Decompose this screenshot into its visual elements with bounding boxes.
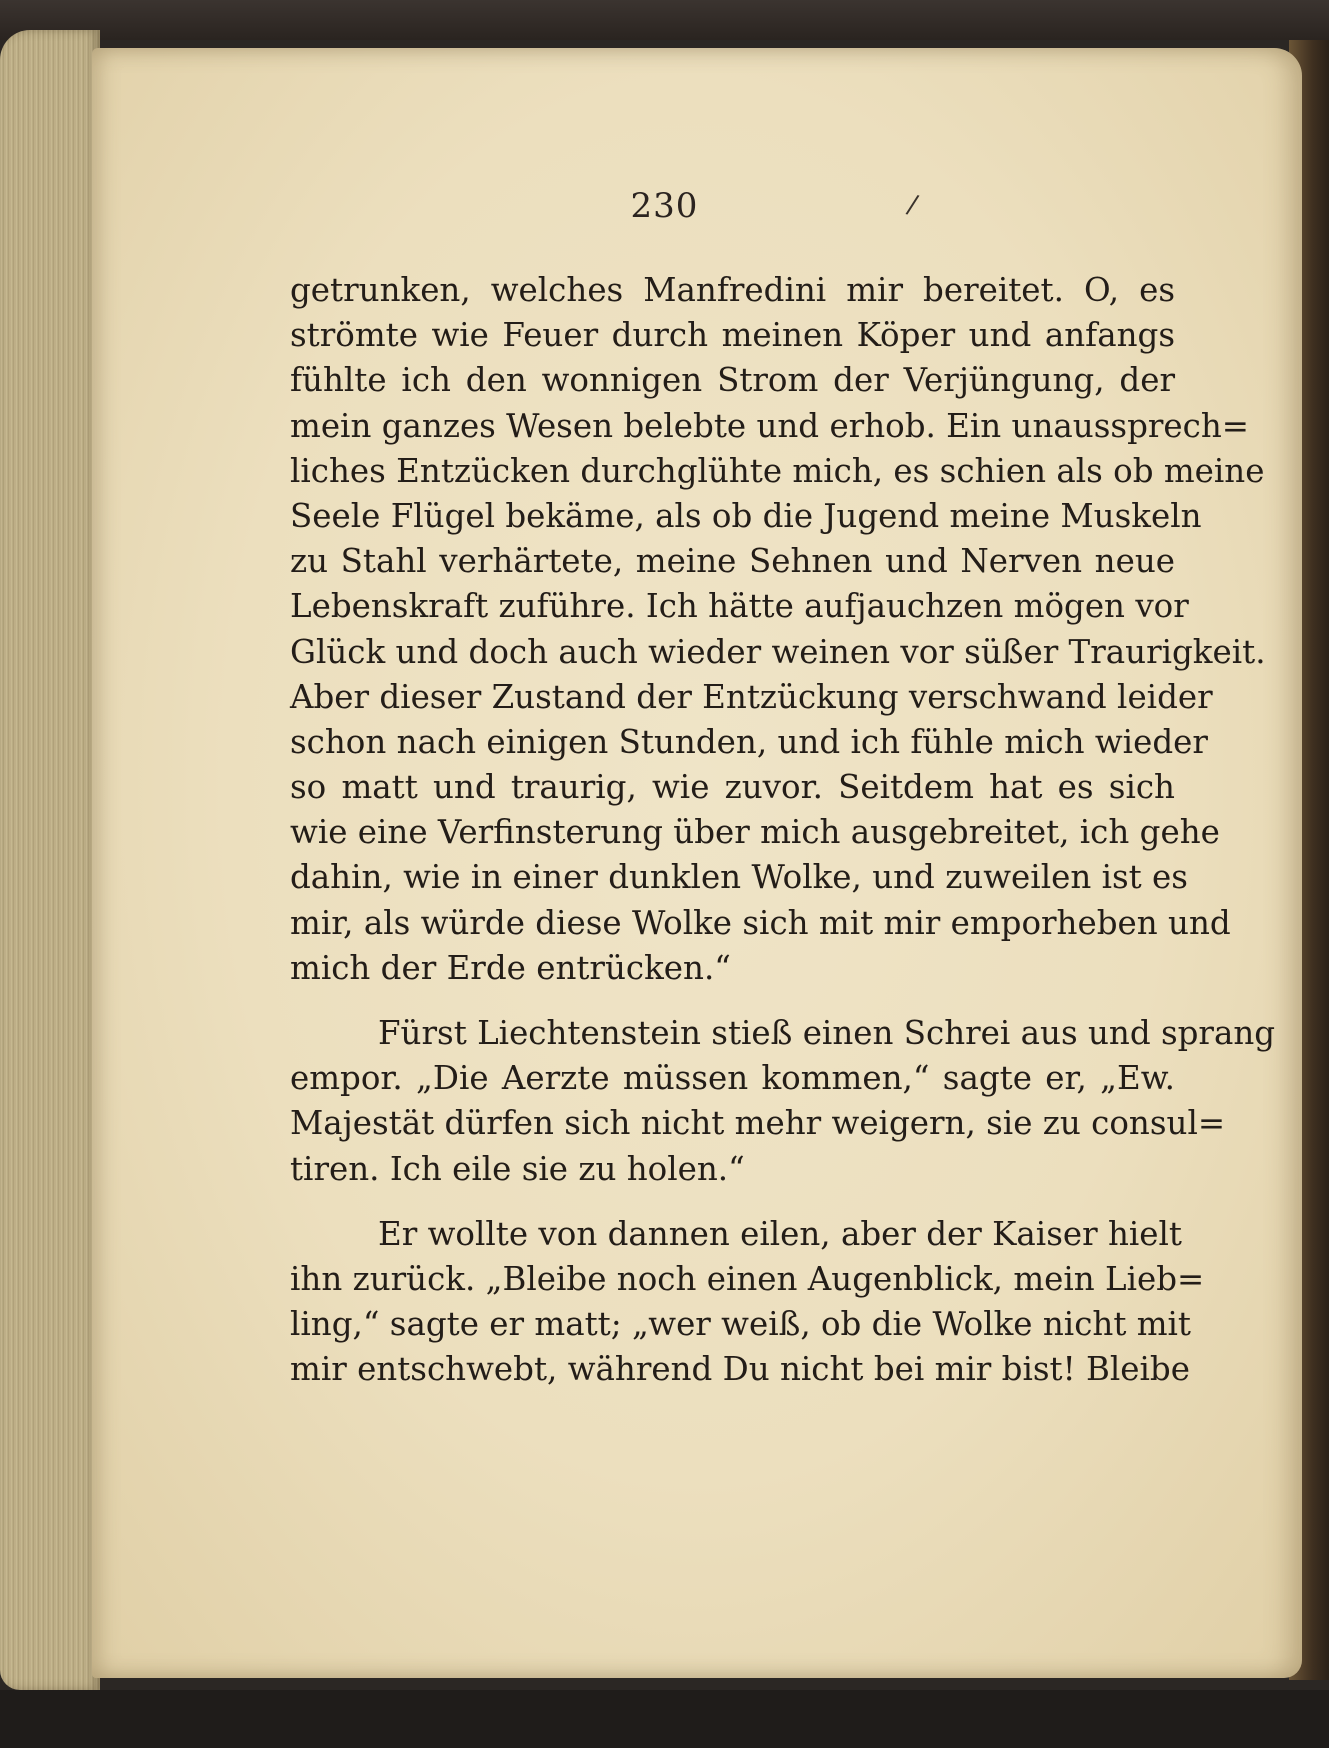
text-line: mich der Erde entrücken.“: [290, 948, 731, 987]
page-block-edges: [0, 30, 100, 1690]
text-line: empor. „Die Aerzte müssen kommen,“ sagte er, „Ew.: [290, 1059, 1175, 1098]
text-line: ihn zurück. „Bleibe noch einen Augenblick, mein Lieb=: [290, 1259, 1205, 1298]
text-line: mein ganzes Wesen belebte und erhob. Ein unaussprech=: [290, 406, 1250, 445]
paragraph-gap: [290, 1192, 1175, 1212]
text-line: zu Stahl verhärtete, meine Sehnen und Nerven neue: [290, 542, 1175, 581]
text-line: liches Entzücken durchglühte mich, es schien als ob meine: [290, 451, 1265, 490]
text-line: Seele Flügel bekäme, als ob die Jugend meine Muskeln: [290, 496, 1202, 535]
book-bottom-edge: [0, 1690, 1329, 1748]
text-line: fühlte ich den wonnigen Strom der Verjüngung, der: [290, 361, 1175, 400]
text-line: schon nach einigen Stunden, und ich fühle mich wieder: [290, 722, 1208, 761]
text-line: Lebenskraft zuführe. Ich hätte aufjauchzen mögen vor: [290, 587, 1189, 626]
text-line: tiren. Ich eile sie zu holen.“: [290, 1149, 745, 1188]
text-line: mir, als würde diese Wolke sich mit mir emporheben und: [290, 903, 1231, 942]
book-top-edge: [0, 0, 1329, 40]
text-line: ling,“ sagte er matt; „wer weiß, ob die Wolke nicht mit: [290, 1305, 1191, 1344]
page-number: 230: [630, 186, 699, 226]
text-line: Glück und doch auch wieder weinen vor süßer Traurigkeit.: [290, 632, 1266, 671]
text-line: Fürst Liechtenstein stieß einen Schrei aus und sprang: [378, 1014, 1276, 1052]
text-line: wie eine Verfinsterung über mich ausgebreitet, ich gehe: [290, 813, 1220, 852]
text-line: Aber dieser Zustand der Entzückung verschwand leider: [290, 677, 1213, 716]
paragraph-gap: [290, 991, 1175, 1011]
text-line: Er wollte von dannen eilen, aber der Kaiser hielt: [378, 1214, 1182, 1253]
text-line: dahin, wie in einer dunklen Wolke, und zuweilen ist es: [290, 858, 1188, 897]
body-text: [290, 268, 1276, 1393]
text-line: Majestät dürfen sich nicht mehr weigern, sie zu consul=: [290, 1104, 1226, 1143]
text-line: so matt und traurig, wie zuvor. Seitdem hat es sich: [290, 768, 1175, 807]
text-line: mir entschwebt, während Du nicht bei mir bist! Bleibe: [290, 1350, 1190, 1389]
pencil-margin-mark: /: [904, 189, 921, 221]
text-line: strömte wie Feuer durch meinen Köper und anfangs: [290, 316, 1175, 355]
text-line: getrunken, welches Manfredini mir bereitet. O, es: [290, 271, 1175, 309]
